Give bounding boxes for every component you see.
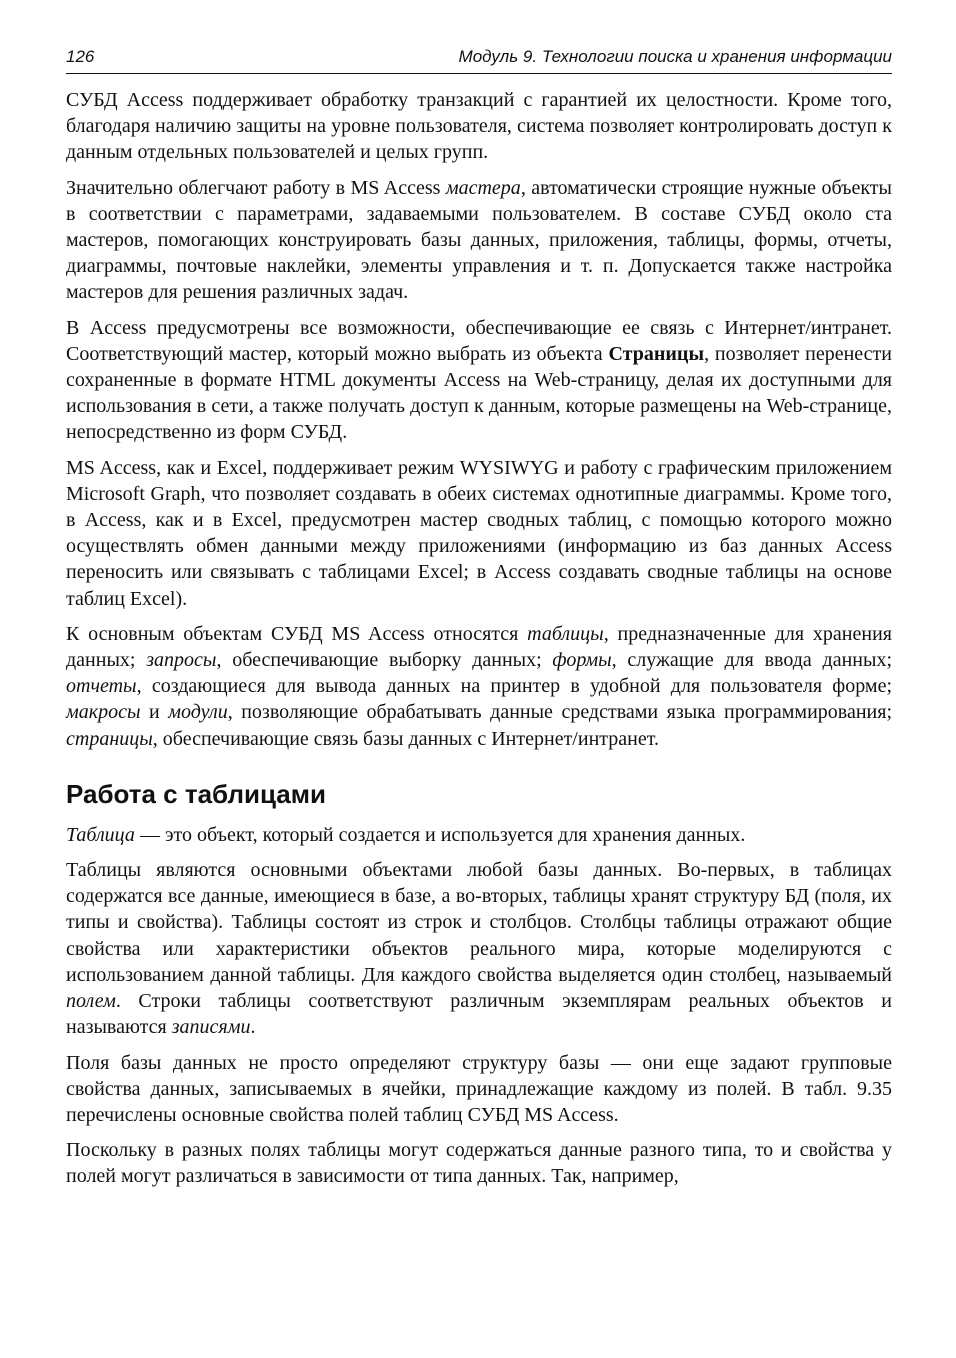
paragraph <box>66 857 892 1040</box>
emphasis-term: формы <box>552 649 612 672</box>
text-run: , предназначенные для хранения данных; <box>66 622 892 672</box>
paragraph <box>66 87 892 166</box>
paragraph <box>66 455 892 612</box>
emphasis-term: страницы <box>66 727 153 750</box>
bold-term: Страницы <box>608 342 705 365</box>
text-run: В Access предусмотрены все возможности, обеспечивающие ее связь с Интернет/интранет. Соответствующий мастер, который можно выбрать из объекта <box>66 316 892 365</box>
paragraph <box>66 621 892 752</box>
text-run: , служащие для ввода данных; <box>611 649 893 672</box>
text-run: Поскольку в разных полях таблицы могут содержаться данные разного типа, то и свойства у полей могут различаться в зависимости от типа данных. Так, например, <box>66 1139 892 1188</box>
section-heading: Работа с таблицами <box>66 778 326 809</box>
paragraph <box>66 315 892 446</box>
running-header <box>66 46 892 74</box>
text-run: MS Access, как и Excel, поддерживает режим WYSIWYG и работу с графическим приложением Microsoft Graph, что позволяет создавать в обеих системах однотипные диаграммы. Кроме того, в Access, как и в Excel, предусмотрен мастер сводных таблиц, с помощью которого можно осуществлять обмен данными между приложениями (информацию из баз данных Access переносить или связывать с таблицами Excel; в Access создавать сводные таблицы на основе таблиц Excel). <box>66 456 892 610</box>
text-run: , автоматически строящие нужные объекты в соответствии с параметрами, задаваемыми пользователем. В составе СУБД около ста мастеров, помогающих конструировать базы данных, приложения, таблицы, формы, отчеты, диаграммы, почтовые наклейки, элементы управления и т. п. Допускается также настройка мастеров для решения различных задач. <box>66 176 892 304</box>
text-run: , создающиеся для вывода данных на принтер в удобной для пользователя форме; <box>136 675 892 698</box>
text-run: — это объект, который создается и используется для хранения данных. <box>134 823 746 846</box>
text-run: , позволяет перенести сохраненные в формате HTML документы Access на Web-страницу, делая их доступными для использования в сети, а также получать доступ к данным, которые размещены на Web-странице, непосредственно из форм СУБД. <box>66 342 892 444</box>
text-run: Таблицы являются основными объектами любой базы данных. Во-первых, в таблицах содержатся все данные, имеющиеся в базе, а во-вторых, таблицы хранят структуру БД (поля, их типы и свойства). Таблицы состоят из строк и столбцов. Столбцы таблицы отражают общие свойства или характеристики объектов реального мира, которые моделируются с использованием данной таблицы. Для каждого свойства выделяется один столбец, называемый <box>66 859 892 986</box>
emphasis-term: таблицы <box>527 622 604 645</box>
emphasis-term: макросы <box>66 701 141 724</box>
paragraph <box>66 1137 892 1189</box>
running-title: Модуль 9. Технологии поиска и хранения информации <box>458 47 892 66</box>
paragraph <box>66 822 892 848</box>
book-page <box>66 46 892 1199</box>
paragraph <box>66 1050 892 1129</box>
text-run: Поля базы данных не просто определяют структуру базы — они еще задают групповые свойства данных, записываемых в ячейки, принадлежащие каждому из полей. В табл. 9.35 перечислены основные свойства полей таблиц СУБД MS Access. <box>66 1051 892 1126</box>
emphasis-term: модули <box>168 701 228 724</box>
text-run: К основным объектам СУБД MS Access относятся <box>66 622 528 645</box>
emphasis-term: записями <box>171 1016 251 1039</box>
text-run: , обеспечивающие связь базы данных с Интернет/интранет. <box>152 727 659 750</box>
text-run: Значительно облегчают работу в MS Access <box>66 176 446 199</box>
emphasis-term: отчеты <box>66 675 137 698</box>
text-run: . Строки таблицы соответствуют различным экземплярам реальных объектов и называются <box>66 990 892 1039</box>
emphasis-term: мастера <box>445 176 521 199</box>
body-text <box>66 87 892 1190</box>
text-run: . <box>250 1016 256 1039</box>
text-run: , позволяющие обрабатывать данные средствами языка программирования; <box>227 701 893 724</box>
text-run: и <box>140 701 169 724</box>
emphasis-term: Таблица <box>66 823 135 846</box>
emphasis-term: полем <box>66 990 116 1013</box>
text-run: СУБД Access поддерживает обработку транзакций с гарантией их целостности. Кроме того, благодаря наличию защиты на уровне пользователя, система позволяет контролировать доступ к данным отдельных пользователей и целых групп. <box>66 89 892 164</box>
text-run: , обеспечивающие выборку данных; <box>216 649 553 672</box>
emphasis-term: запросы <box>146 649 217 672</box>
section-paragraphs <box>66 822 892 1190</box>
paragraph <box>66 175 892 306</box>
intro-paragraphs <box>66 87 892 752</box>
page-number: 126 <box>66 47 95 66</box>
